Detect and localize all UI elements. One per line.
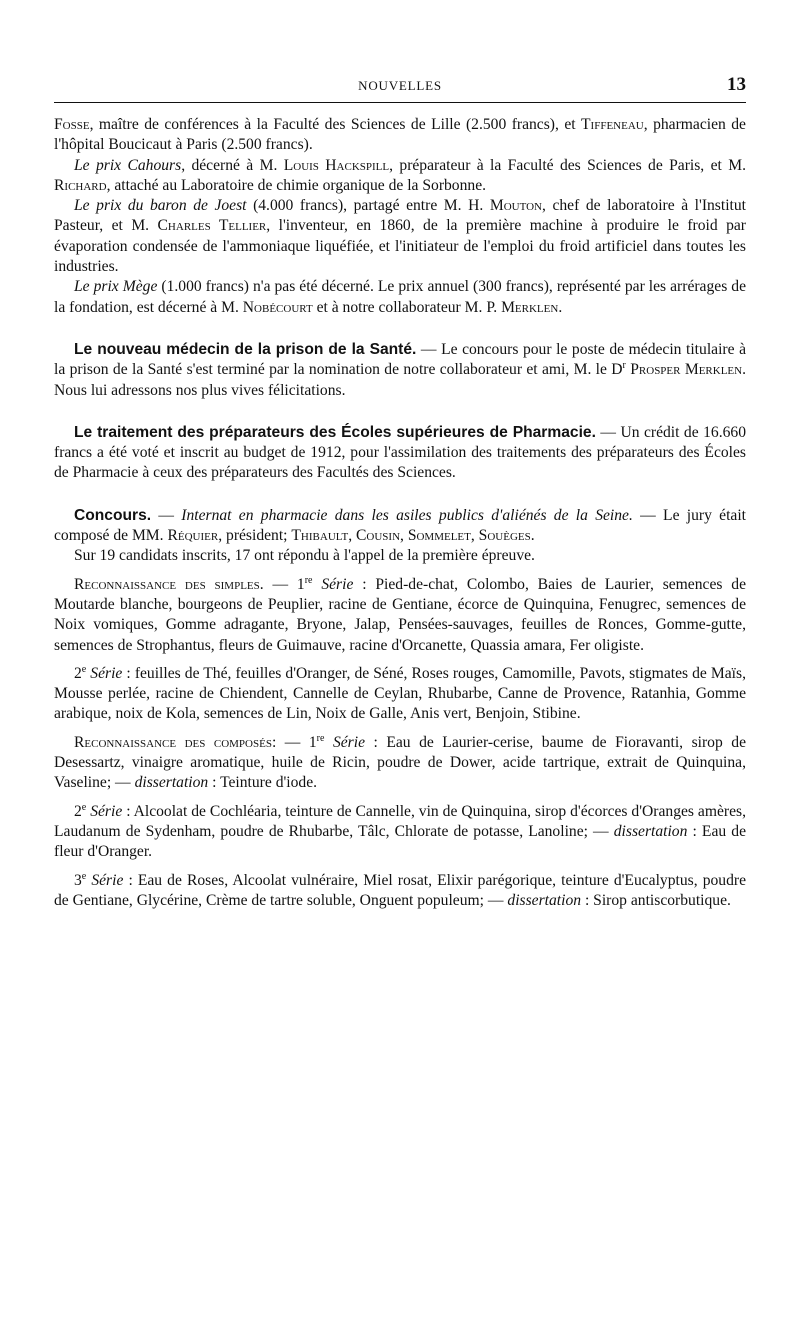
prize-name: Le prix Mège <box>74 278 158 296</box>
paragraph-composes-serie-1: Reconnaissance des composés: — 1re Série : Eau de Laurier-cerise, baume de Fioravanti, sirop de Desessartz, vinaigre aromatique, huile de Ricin, poudre de Dower, acide tartrique, extrait de Quinquina, Vaseline; — dissertation : Teinture d'iode. <box>54 732 746 792</box>
section-heading: Le nouveau médecin de la prison de la Santé. <box>74 340 417 358</box>
person-name: Fosse <box>54 116 90 133</box>
paragraph-composes-serie-3: 3e Série : Eau de Roses, Alcoolat vulnéraire, Miel rosat, Elixir parégorique, teinture d'Eucalyptus, poudre de Gentiane, Glycérine, Crème de tartre soluble, Onguent populeum; — dissertation : Sirop antiscorbutique. <box>54 870 746 909</box>
person-name: Cousin <box>356 527 401 545</box>
section-prison-sante: Le nouveau médecin de la prison de la Santé. — Le concours pour le poste de médecin titulaire à la prison de la Santé s'est terminé par la nomination de notre collaborateur et ami, M. le $D^r$ Prosper Merklen. Nous lui adressons nos plus vives félicitations. <box>54 340 746 399</box>
paragraph-prix-joest: Le prix du baron de Joest (4.000 francs), partagé entre M. H. Mouton, chef de laboratoire à l'Institut Pasteur, et M. Charles Tellier, l'inventeur, en 1860, de la première machine à produire le froid par évaporation condensée de l'ammoniaque liquéfiée, et l'initiateur de l'emploi du froid artificiel dans toutes les industries. <box>54 197 746 276</box>
person-name: Merklen <box>501 298 559 316</box>
running-header <box>54 74 746 98</box>
paragraph-prix-cahours: Le prix Cahours, décerné à M. Louis Hackspill, préparateur à la Faculté des Sciences de Paris, et M. Richard, attaché au Laboratoire de chimie organique de la Sorbonne. <box>54 156 746 194</box>
section-heading: Concours. <box>74 506 152 524</box>
section-heading: Le traitement des préparateurs des Écoles supérieures de Pharmacie. <box>74 423 596 441</box>
person-name: Charles Tellier <box>157 217 267 235</box>
paragraph-simples-serie-1: Reconnaissance des simples. — 1re Série : Pied-de-chat, Colombo, Baies de Laurier, semences de Moutarde blanche, bourgeons de Peuplier, racine de Gentiane, écorce de Quinquina, Fenugrec, semences de Noix vomiques, Gomme adragante, Bryone, Jalap, Pensées-sauvages, feuilles de Ronces, Gomme-gutte, semences de Strophantus, fleurs de Guimauve, racine d'Orcanette, Quassia amara, Fer oligiste. <box>54 574 746 654</box>
paragraph-candidats: Sur 19 candidats inscrits, 17 ont répondu à l'appel de la première épreuve. <box>74 547 535 565</box>
person-name: Mouton <box>489 197 542 215</box>
person-name: Louis Hackspill <box>283 156 390 174</box>
person-name: Tiffeneau <box>581 116 644 133</box>
person-name: Sommelet <box>407 527 471 545</box>
person-name: Prosper Merklen <box>630 361 743 379</box>
paragraph-prize-fosse: Fosse, maître de conférences à la Faculté des Sciences de Lille (2.500 francs), et Tiffeneau, pharmacien de l'hôpital Boucicaut à Paris (2.500 francs). <box>54 116 746 154</box>
person-name: Nobécourt <box>242 298 313 316</box>
section-concours: Concours. — Internat en pharmacie dans les asiles publics d'aliénés de la Seine. — Le jury était composé de MM. Réquier, président; Thibault, Cousin, Sommelet, Souèges. <box>54 506 747 545</box>
person-name: Réquier <box>167 527 219 545</box>
section-traitement-preparateurs: Le traitement des préparateurs des Écoles supérieures de Pharmacie. — Un crédit de 16.660 francs a été voté et inscrit au budget de 1912, pour l'assimilation des traitements des préparateurs des Écoles de Pharmacie à ceux des préparateurs des Facultés des Sciences. <box>54 423 746 482</box>
running-title: NOUVELLES <box>358 78 442 93</box>
subsection-label: Reconnaissance des simples. <box>74 575 264 593</box>
prize-name: Le prix Cahours <box>74 156 182 174</box>
person-name: Thibault <box>291 527 349 545</box>
concours-title: Internat en pharmacie dans les asiles publics d'aliénés de la Seine. <box>181 506 633 524</box>
person-name: Richard <box>54 176 107 194</box>
subsection-label: Reconnaissance des composés <box>74 733 272 751</box>
page-number: 13 <box>727 74 746 95</box>
paragraph-simples-serie-2: 2e Série : feuilles de Thé, feuilles d'Oranger, de Séné, Roses rouges, Camomille, Pavots, stigmates de Maïs, Mousse perlée, racine de Chiendent, Cannelle de Ceylan, Rhubarbe, Canne de Provence, Ratanhia, Gomme arabique, noix de Kola, semences de Lin, Noix de Galle, Anis vert, Benjoin, Stibine. <box>54 663 746 723</box>
paragraph-prix-mege: Le prix Mège (1.000 francs) n'a pas été décerné. Le prix annuel (300 francs), représenté par les arrérages de la fondation, est décerné à M. Nobécourt et à notre collaborateur M. P. Merklen. <box>54 278 746 316</box>
prize-name: Le prix du baron de Joest <box>74 197 247 215</box>
paragraph-composes-serie-2: 2e Série : Alcoolat de Cochléaria, teinture de Cannelle, vin de Quinquina, sirop d'écorces d'Oranges amères, Laudanum de Sydenham, poudre de Rhubarbe, Tâlc, Chlorate de potasse, Lanoline; — dissertation : Eau de fleur d'Oranger. <box>54 801 746 861</box>
header-rule <box>54 102 746 103</box>
person-name: Souèges <box>478 527 531 545</box>
